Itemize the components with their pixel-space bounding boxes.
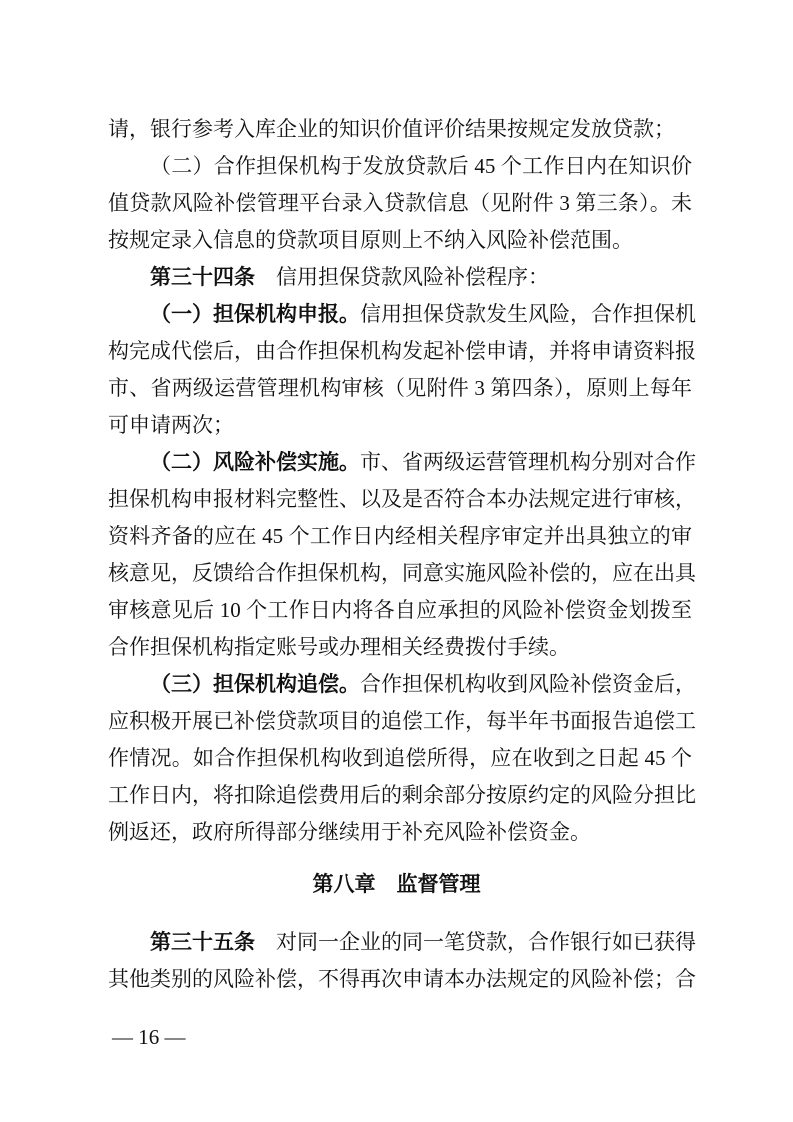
- line-text: 例返还，政府所得部分继续用于补充风险补偿资金。: [108, 820, 591, 844]
- text-line: [108, 518, 692, 555]
- text-line: [108, 111, 692, 148]
- line-text: 担保机构申报材料完整性、以及是否符合本办法规定进行审核，: [108, 487, 696, 511]
- line-text: 审核意见后 10 个工作日内将各自应承担的风险补偿资金划拨至: [108, 598, 692, 622]
- bold-heading: （一）担保机构申报。: [150, 302, 360, 326]
- text-line: [108, 407, 692, 444]
- bold-heading: 第三十五条: [150, 930, 255, 954]
- bold-heading: 第三十四条: [150, 265, 255, 289]
- line-text: 按规定录入信息的贷款项目原则上不纳入风险补偿范围。: [108, 228, 633, 252]
- line-text: 构完成代偿后，由合作担保机构发起补偿申请，并将申请资料报: [108, 339, 696, 363]
- text-line: [108, 814, 692, 851]
- text-line: [108, 961, 696, 998]
- text-line: [150, 259, 692, 296]
- line-text: 合作担保机构指定账号或办理相关经费拨付手续。: [108, 635, 570, 659]
- text-line: [108, 185, 692, 222]
- line-text: 信用担保贷款风险补偿程序：: [255, 265, 549, 289]
- text-line: [108, 703, 696, 740]
- chapter-heading: 第八章 监督管理: [312, 872, 481, 896]
- text-line: [108, 629, 692, 666]
- bold-heading: （三）担保机构追偿。: [150, 672, 360, 696]
- text-line: [150, 924, 696, 961]
- line-text: （二）合作担保机构于发放贷款后 45 个工作日内在知识价: [150, 154, 692, 178]
- bold-heading: （二）风险补偿实施。: [150, 450, 360, 474]
- line-text: 市、省两级运营管理机构分别对合作: [360, 450, 696, 474]
- line-text: 可申请两次；: [108, 413, 234, 437]
- line-text: 请，银行参考入库企业的知识价值评价结果按规定发放贷款；: [108, 117, 675, 141]
- page-number: — 16 —: [112, 1025, 186, 1049]
- line-text: 市、省两级运营管理机构审核（见附件 3 第四条），原则上每年: [108, 376, 692, 400]
- text-line: [150, 296, 696, 333]
- line-text: 资料齐备的应在 45 个工作日内经相关程序审定并出具独立的审: [108, 524, 692, 548]
- text-line: [108, 555, 696, 592]
- text-line: [108, 740, 692, 777]
- line-text: 作情况。如合作担保机构收到追偿所得，应在收到之日起 45 个: [108, 746, 692, 770]
- line-text: 合作担保机构收到风险补偿资金后，: [360, 672, 696, 696]
- text-line: [108, 481, 696, 518]
- text-line: [108, 777, 696, 814]
- text-line: [108, 333, 696, 370]
- line-text: 核意见，反馈给合作担保机构，同意实施风险补偿的，应在出具: [108, 561, 696, 585]
- line-text: 工作日内，将扣除追偿费用后的剩余部分按原约定的风险分担比: [108, 783, 696, 807]
- text-line: [150, 148, 692, 185]
- text-line: [150, 444, 696, 481]
- line-text: 其他类别的风险补偿，不得再次申请本办法规定的风险补偿；合: [108, 967, 696, 991]
- line-text: 对同一企业的同一笔贷款，合作银行如已获得: [255, 930, 696, 954]
- line-text: 值贷款风险补偿管理平台录入贷款信息（见附件 3 第三条）。未: [108, 191, 692, 215]
- line-text: 应积极开展已补偿贷款项目的追偿工作，每半年书面报告追偿工: [108, 709, 696, 733]
- text-line: [108, 370, 692, 407]
- text-line: [150, 666, 696, 703]
- text-line: [108, 222, 692, 259]
- line-text: 信用担保贷款发生风险，合作担保机: [360, 302, 696, 326]
- text-line: [108, 592, 692, 629]
